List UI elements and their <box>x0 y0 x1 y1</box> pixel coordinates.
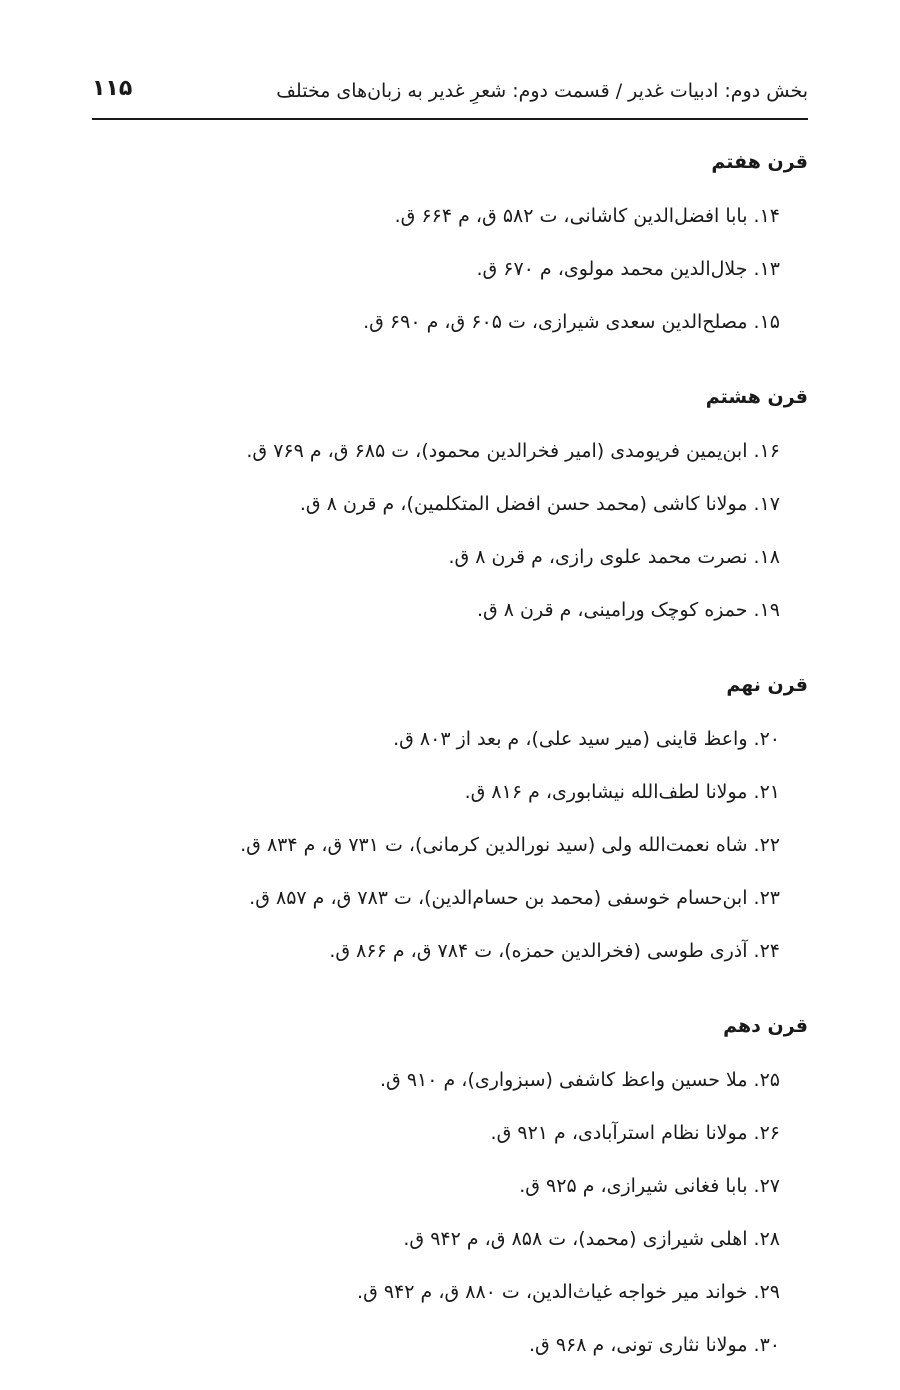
poet-list <box>92 713 808 978</box>
list-item: ۲۴. آذری طوسی (فخرالدین حمزه)، ت ۷۸۴ ق، م ۸۶۶ ق. <box>329 940 780 962</box>
list-item: ۱۳. جلال‌الدین محمد مولوی، م ۶۷۰ ق. <box>476 258 780 280</box>
section-heading: قرن هفتم <box>711 151 808 173</box>
list-item: ۲۰. واعظ قاینی (میر سید علی)، م بعد از ۸۰۳ ق. <box>393 728 780 750</box>
list-item: ۲۵. ملا حسین واعظ کاشفی (سبزواری)، م ۹۱۰ ق. <box>380 1069 780 1091</box>
running-title: بخش دوم: ادبیات غدیر / قسمت دوم: شعرِ غدیر به زبان‌های مختلف <box>276 80 808 102</box>
list-item: ۲۷. بابا فغانی شیرازی، م ۹۲۵ ق. <box>519 1175 780 1197</box>
list-item: ۲۳. ابن‌حسام خوسفی (محمد بن حسام‌الدین)، ت ۷۸۳ ق، م ۸۵۷ ق. <box>249 887 780 909</box>
page-number: ۱۱۵ <box>92 76 133 101</box>
poet-list <box>92 425 808 637</box>
list-item: ۱۸. نصرت محمد علوی رازی، م قرن ۸ ق. <box>448 546 780 568</box>
page-content <box>92 140 808 1372</box>
poet-list <box>92 190 808 349</box>
section-century-10 <box>92 1004 808 1372</box>
list-item: ۲۲. شاه نعمت‌الله ولی (سید نورالدین کرمانی)، ت ۷۳۱ ق، م ۸۳۴ ق. <box>240 834 780 856</box>
list-item: ۲۱. مولانا لطف‌الله نیشابوری، م ۸۱۶ ق. <box>464 781 780 803</box>
section-heading: قرن دهم <box>723 1015 808 1037</box>
list-item: ۱۶. ابن‌یمین فریومدی (امیر فخرالدین محمود)، ت ۶۸۵ ق، م ۷۶۹ ق. <box>246 440 780 462</box>
list-item: ۱۴. بابا افضل‌الدین کاشانی، ت ۵۸۲ ق، م ۶۶۴ ق. <box>394 205 780 227</box>
page-header <box>92 72 808 120</box>
section-century-9 <box>92 663 808 978</box>
list-item: ۱۵. مصلح‌الدین سعدی شیرازی، ت ۶۰۵ ق، م ۶۹۰ ق. <box>363 311 780 333</box>
list-item: ۳۰. مولانا نثاری تونی، م ۹۶۸ ق. <box>529 1334 780 1356</box>
section-heading: قرن نهم <box>726 674 808 696</box>
list-item: ۱۹. حمزه کوچک ورامینی، م قرن ۸ ق. <box>476 599 780 621</box>
list-item: ۲۶. مولانا نظام استرآبادی، م ۹۲۱ ق. <box>490 1122 780 1144</box>
section-century-8 <box>92 375 808 637</box>
section-heading: قرن هشتم <box>705 386 808 408</box>
list-item: ۲۹. خواند میر خواجه غیاث‌الدین، ت ۸۸۰ ق، م ۹۴۲ ق. <box>357 1281 780 1303</box>
section-century-7 <box>92 140 808 349</box>
list-item: ۱۷. مولانا کاشی (محمد حسن افضل المتکلمین)، م قرن ۸ ق. <box>299 493 780 515</box>
list-item: ۲۸. اهلی شیرازی (محمد)، ت ۸۵۸ ق، م ۹۴۲ ق. <box>403 1228 780 1250</box>
poet-list <box>92 1054 808 1372</box>
